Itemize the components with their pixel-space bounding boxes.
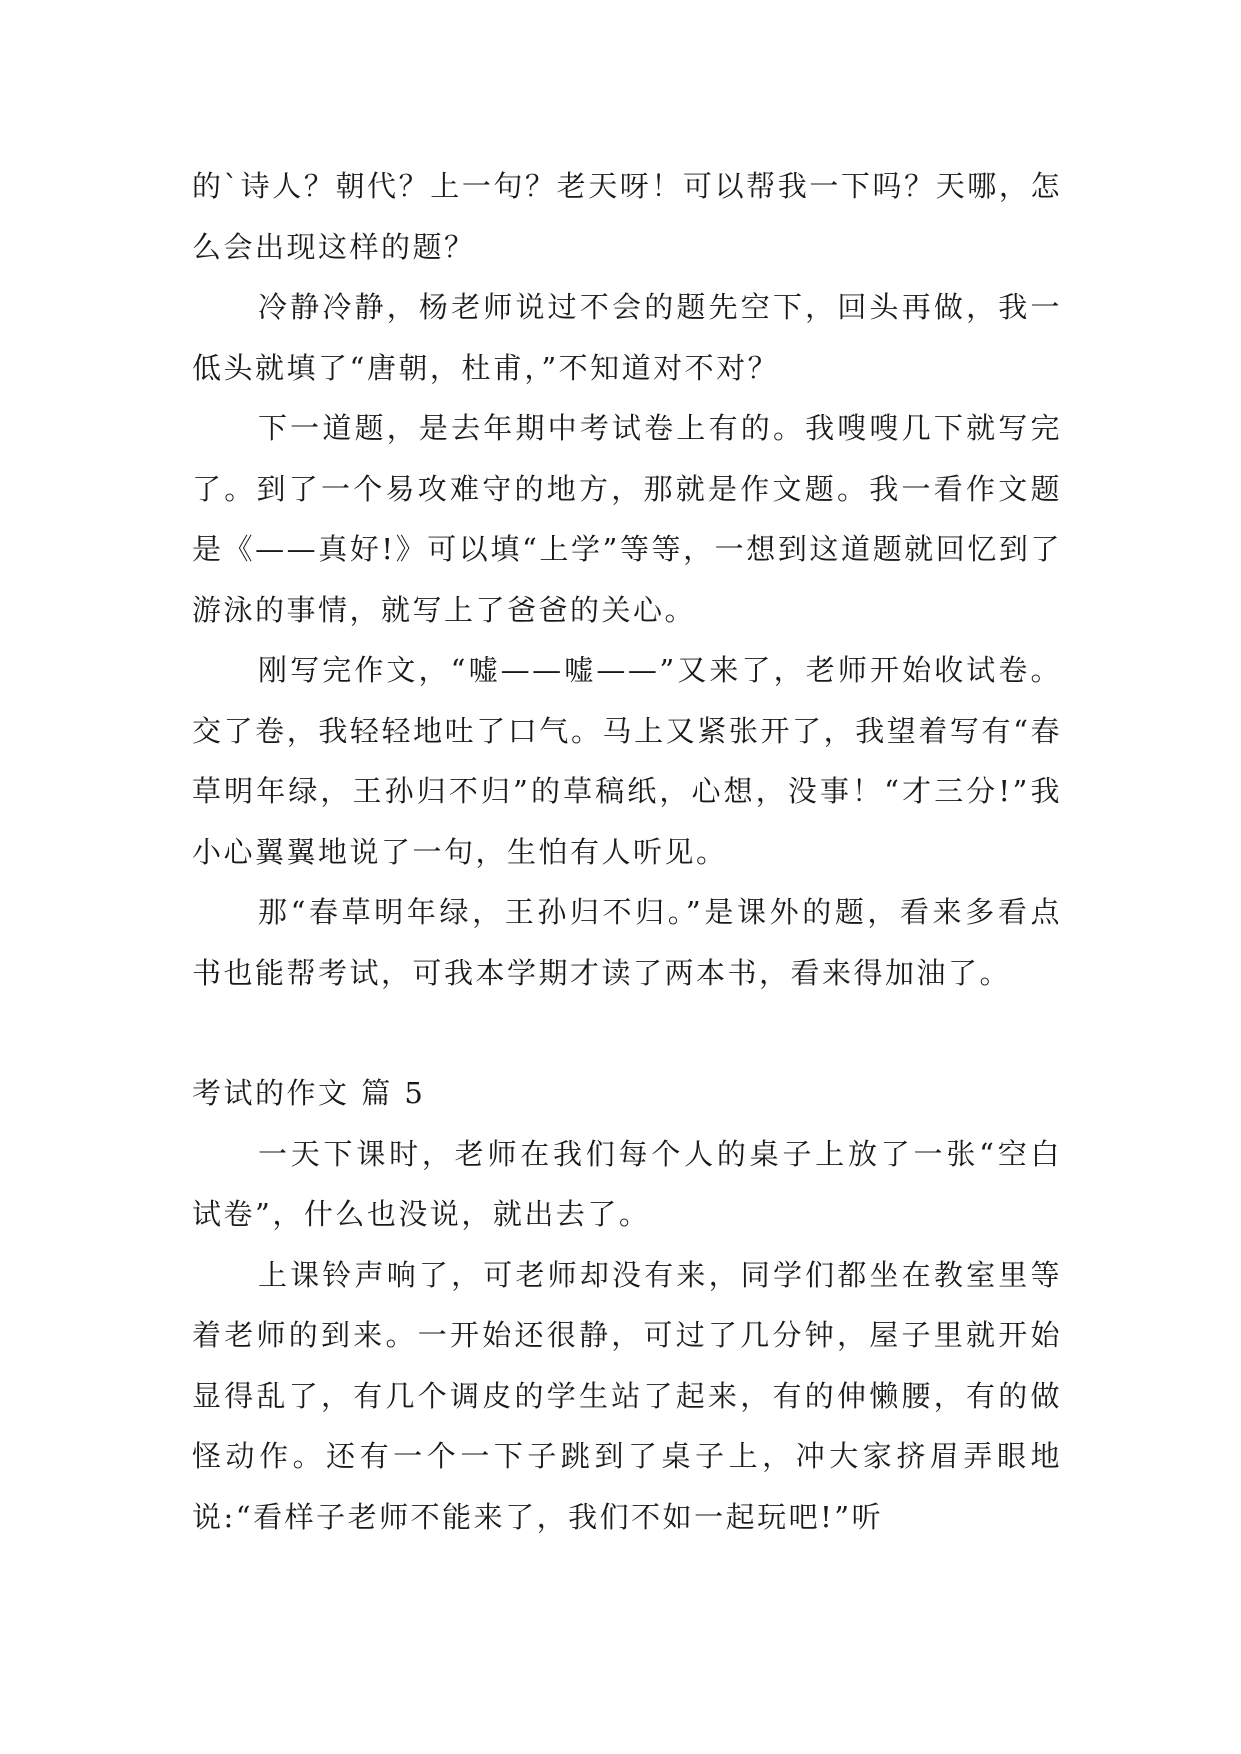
section-gap <box>192 1003 1062 1063</box>
paragraph-7: 上课铃声响了，可老师却没有来，同学们都坐在教室里等着老师的到来。一开始还很静，可过了几分钟，屋子里就开始显得乱了，有几个调皮的学生站了起来，有的伸懒腰，有的做怪动作。还有一个一下子跳到了桌子上，冲大家挤眉弄眼地说:“看样子老师不能来了，我们不如一起玩吧!”听 <box>192 1257 1062 1534</box>
section-heading: 考试的作文 篇 5 <box>192 1076 426 1110</box>
paragraph-1: 的`诗人？朝代？上一句？老天呀！可以帮我一下吗？天哪，怎么会出现这样的题？ <box>192 169 1062 264</box>
document-body <box>192 156 1062 1547</box>
paragraph-4: 刚写完作文，“嘘——嘘——”又来了，老师开始收试卷。交了卷，我轻轻地吐了口气。马上又紧张开了，我望着写有“春草明年绿，王孙归不归”的草稿纸，心想，没事！“才三分!”我小心翼翼地说了一句，生怕有人听见。 <box>192 653 1062 869</box>
paragraph-3: 下一道题，是去年期中考试卷上有的。我嗖嗖几下就写完了。到了一个易攻难守的地方，那就是作文题。我一看作文题是《——真好!》可以填“上学”等等，一想到这道题就回忆到了游泳的事情，就写上了爸爸的关心。 <box>192 411 1062 627</box>
paragraph-6: 一天下课时，老师在我们每个人的桌子上放了一张“空白试卷”，什么也没说，就出去了。 <box>192 1136 1062 1231</box>
paragraph-5: 那“春草明年绿，王孙归不归。”是课外的题，看来多看点书也能帮考试，可我本学期才读了两本书，看来得加油了。 <box>192 895 1062 990</box>
paragraph-2: 冷静冷静，杨老师说过不会的题先空下，回头再做，我一低头就填了“唐朝，杜甫，”不知道对不对？ <box>192 290 1062 385</box>
